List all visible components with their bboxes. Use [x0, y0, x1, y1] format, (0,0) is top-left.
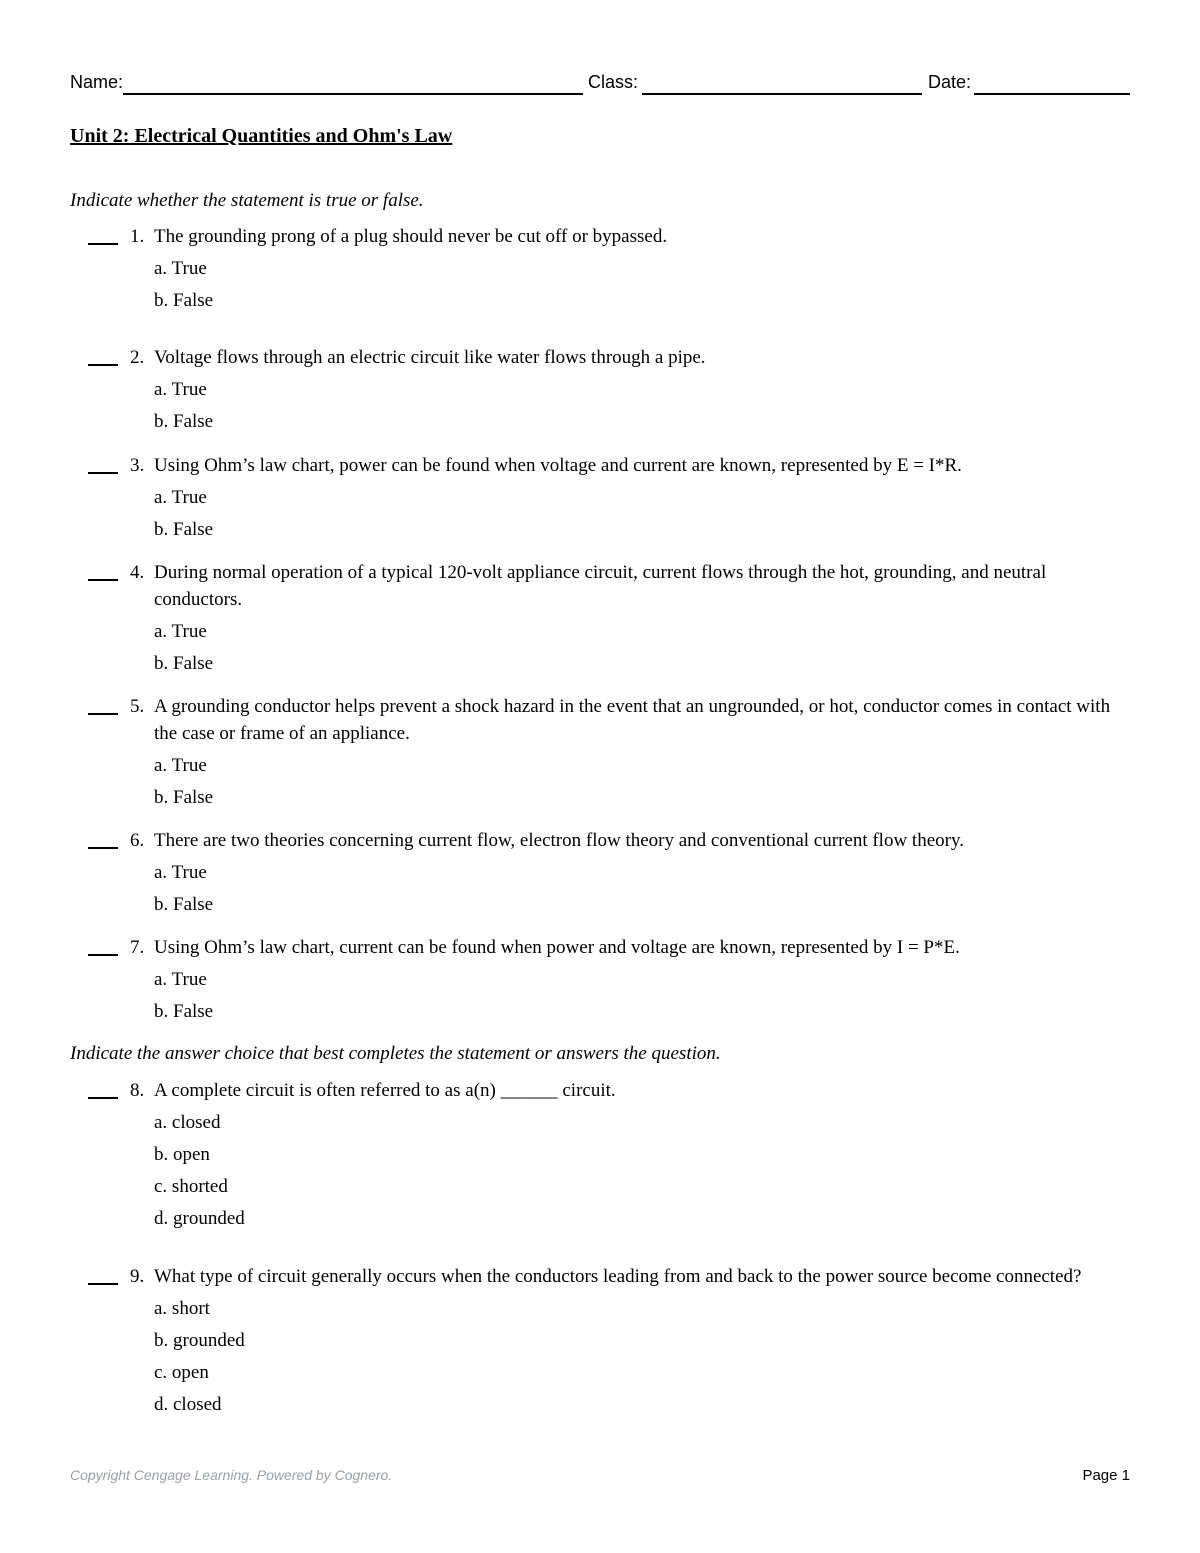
question-number: 1.: [130, 226, 145, 247]
question-text: There are two theories concerning current flow, electron flow theory and conventional current flow theory.: [154, 830, 964, 851]
question-5: [88, 693, 1133, 811]
question-2: [88, 344, 1133, 435]
answer-blank[interactable]: [88, 1097, 118, 1099]
option[interactable]: a. True: [154, 379, 207, 400]
answer-blank[interactable]: [88, 472, 118, 474]
option[interactable]: a. True: [154, 621, 207, 642]
option[interactable]: b. False: [154, 411, 214, 432]
option[interactable]: d. closed: [154, 1394, 222, 1415]
option[interactable]: a. True: [154, 258, 207, 279]
question-text: The grounding prong of a plug should never be cut off or bypassed.: [154, 226, 668, 247]
page-number: Page 1: [1082, 1467, 1130, 1484]
name-field[interactable]: [123, 93, 583, 95]
question-number: 5.: [130, 696, 145, 717]
date-label: Date:: [928, 72, 972, 92]
question-text: What type of circuit generally occurs when the conductors leading from and back to the power source become connected?: [154, 1266, 1082, 1287]
option[interactable]: a. closed: [154, 1112, 221, 1133]
answer-blank[interactable]: [88, 713, 118, 715]
copyright-footer: Copyright Cengage Learning. Powered by Cognero.: [70, 1467, 393, 1483]
date-field[interactable]: [974, 93, 1130, 95]
option[interactable]: b. False: [154, 290, 214, 311]
name-label: Name:: [70, 72, 124, 92]
question-number: 6.: [130, 830, 145, 851]
option[interactable]: a. short: [154, 1298, 210, 1319]
question-number: 2.: [130, 347, 145, 368]
question-text: Using Ohm’s law chart, power can be found when voltage and current are known, represented by E = I*R.: [154, 455, 962, 476]
option[interactable]: c. shorted: [154, 1176, 228, 1197]
option[interactable]: a. True: [154, 755, 207, 776]
question-4: [88, 559, 1133, 677]
option[interactable]: d. grounded: [154, 1208, 245, 1229]
question-1: [88, 223, 1133, 314]
question-text: A grounding conductor helps prevent a shock hazard in the event that an ungrounded, or hot, conductor comes in contact with the case or frame of an appliance.: [154, 696, 1111, 744]
option[interactable]: b. grounded: [154, 1330, 245, 1351]
answer-blank[interactable]: [88, 1283, 118, 1285]
question-9: [88, 1263, 1133, 1418]
question-text: Using Ohm’s law chart, current can be found when power and voltage are known, represented by I = P*E.: [154, 937, 960, 958]
option[interactable]: c. open: [154, 1362, 209, 1383]
question-7: [88, 934, 1133, 1025]
option[interactable]: b. False: [154, 894, 214, 915]
option[interactable]: b. False: [154, 519, 214, 540]
question-number: 8.: [130, 1080, 145, 1101]
option[interactable]: a. True: [154, 487, 207, 508]
option[interactable]: b. False: [154, 787, 214, 808]
page-title: Unit 2: Electrical Quantities and Ohm's Law: [70, 125, 453, 147]
answer-blank[interactable]: [88, 243, 118, 245]
option[interactable]: b. False: [154, 653, 214, 674]
true-false-instructions: Indicate whether the statement is true or false.: [70, 190, 424, 211]
question-number: 7.: [130, 937, 145, 958]
header-row: [70, 72, 1130, 98]
option[interactable]: b. False: [154, 1001, 214, 1022]
class-label: Class:: [588, 72, 639, 92]
option[interactable]: a. True: [154, 862, 207, 883]
question-3: [88, 452, 1133, 543]
question-number: 4.: [130, 562, 145, 583]
question-number: 9.: [130, 1266, 145, 1287]
answer-blank[interactable]: [88, 579, 118, 581]
answer-blank[interactable]: [88, 954, 118, 956]
question-text: A complete circuit is often referred to as a(n) ______ circuit.: [154, 1080, 616, 1101]
question-text: During normal operation of a typical 120-volt appliance circuit, current flows through the hot, grounding, and neutral conductors.: [154, 562, 1047, 610]
question-8: [88, 1077, 1133, 1232]
question-text: Voltage flows through an electric circuit like water flows through a pipe.: [154, 347, 706, 368]
option[interactable]: b. open: [154, 1144, 210, 1165]
option[interactable]: a. True: [154, 969, 207, 990]
class-field[interactable]: [642, 93, 922, 95]
multiple-choice-instructions: Indicate the answer choice that best completes the statement or answers the question.: [70, 1043, 721, 1064]
question-number: 3.: [130, 455, 145, 476]
answer-blank[interactable]: [88, 364, 118, 366]
question-6: [88, 827, 1133, 918]
answer-blank[interactable]: [88, 847, 118, 849]
